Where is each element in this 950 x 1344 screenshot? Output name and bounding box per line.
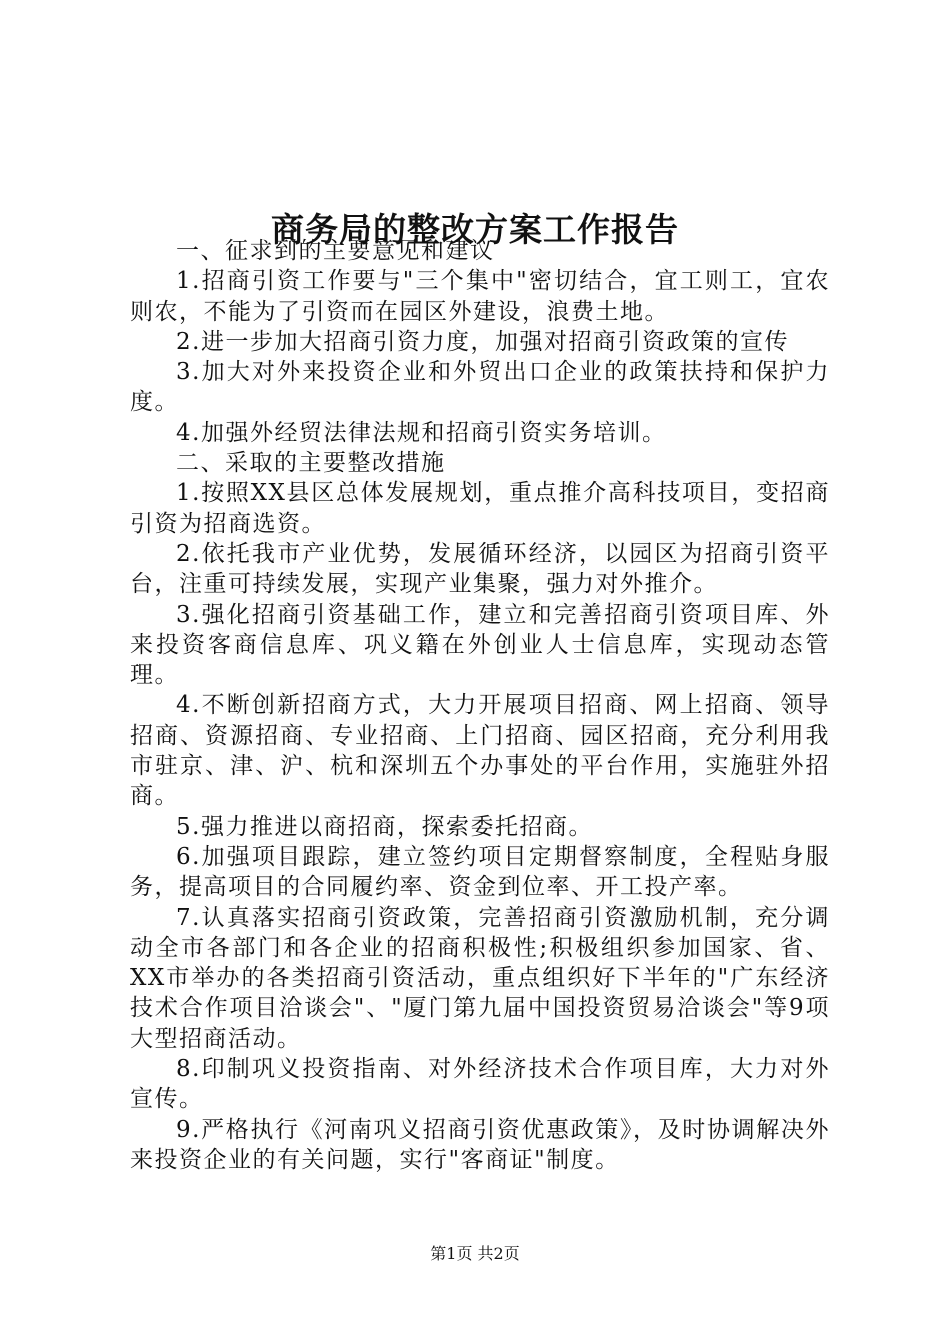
document-body [130, 236, 830, 1175]
paragraph: 3.加大对外来投资企业和外贸出口企业的政策扶持和保护力度。 [130, 359, 830, 416]
paragraph: 9.严格执行《河南巩义招商引资优惠政策》，及时协调解决外来投资企业的有关问题，实行"客商证"制度。 [130, 1116, 830, 1173]
paragraph: 7.认真落实招商引资政策，完善招商引资激励机制，充分调动全市各部门和各企业的招商积极性;积极组织参加国家、省、XX市举办的各类招商引资活动，重点组织好下半年的"广东经济技术合作项目洽谈会"、"厦门第九届中国投资贸易洽谈会"等9项大型招商活动。 [130, 904, 830, 1052]
paragraph: 2.进一步加大招商引资力度，加强对招商引资政策的宣传 [176, 328, 789, 355]
paragraph: 6.加强项目跟踪，建立签约项目定期督察制度，全程贴身服务，提高项目的合同履约率、资金到位率、开工投产率。 [130, 843, 830, 901]
paragraph: 4.加强外经贸法律法规和招商引资实务培训。 [176, 419, 667, 446]
paragraph: 3.强化招商引资基础工作，建立和完善招商引资项目库、外来投资客商信息库、巩义籍在外创业人士信息库，实现动态管理。 [130, 601, 830, 689]
paragraph: 1.按照XX县区总体发展规划，重点推介高科技项目，变招商引资为招商选资。 [130, 480, 830, 537]
section-heading: 一、征求到的主要意见和建议 [176, 238, 495, 264]
paragraph: 5.强力推进以商招商，探索委托招商。 [176, 813, 593, 840]
section-heading: 二、采取的主要整改措施 [176, 450, 446, 477]
paragraph: 4.不断创新招商方式，大力开展项目招商、网上招商、领导招商、资源招商、专业招商、上门招商、园区招商，充分利用我市驻京、津、沪、杭和深圳五个办事处的平台作用，实施驻外招商。 [130, 692, 830, 810]
paragraph: 1.招商引资工作要与"三个集中"密切结合，宜工则工，宜农则农，不能为了引资而在园区外建设，浪费土地。 [130, 268, 830, 325]
paragraph: 2.依托我市产业优势，发展循环经济，以园区为招商引资平台，注重可持续发展，实现产业集聚，强力对外推介。 [130, 540, 830, 598]
document-title: 商务局的整改方案工作报告 [271, 210, 679, 250]
page-footer: 第1页 共2页 [430, 1244, 520, 1263]
paragraph: 8.印制巩义投资指南、对外经济技术合作项目库，大力对外宣传。 [130, 1056, 830, 1113]
